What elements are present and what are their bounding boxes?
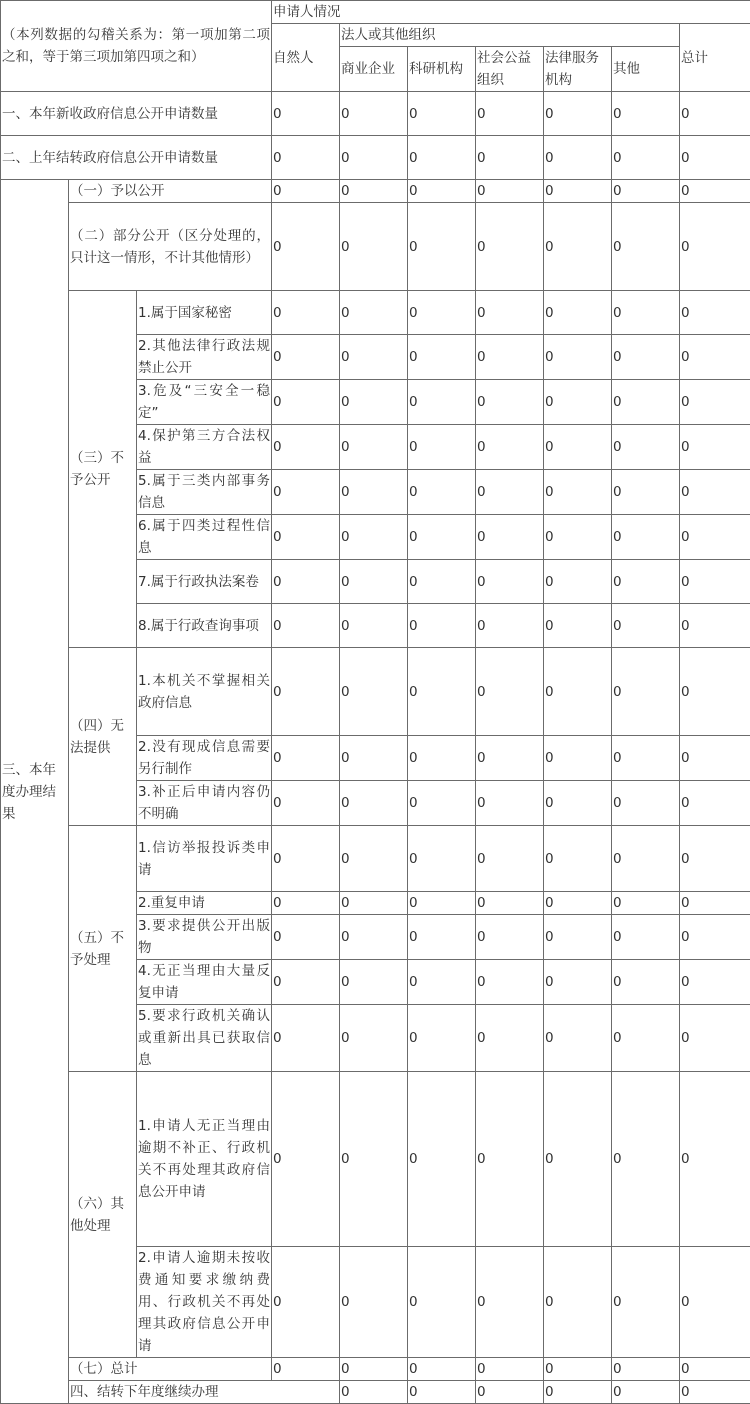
value-cell: 0 — [544, 1005, 612, 1072]
value-cell: 0 — [476, 425, 544, 470]
value-cell: 0 — [680, 291, 750, 335]
value-cell: 0 — [476, 1005, 544, 1072]
value-cell: 0 — [272, 92, 340, 136]
row-label: 二、上年结转政府信息公开申请数量 — [1, 136, 272, 180]
header-legal-group: 法人或其他组织 — [340, 24, 680, 47]
value-cell: 0 — [612, 826, 680, 892]
value-cell: 0 — [340, 915, 408, 960]
table-row — [1, 92, 750, 136]
header-other: 其他 — [612, 47, 680, 92]
value-cell: 0 — [272, 892, 340, 915]
row-label: 1.属于国家秘密 — [137, 291, 272, 335]
value-cell: 0 — [408, 1072, 476, 1247]
value-cell: 0 — [544, 892, 612, 915]
header-total: 总计 — [680, 24, 750, 92]
value-cell: 0 — [544, 560, 612, 604]
value-cell: 0 — [476, 92, 544, 136]
value-cell: 0 — [272, 1005, 340, 1072]
value-cell: 0 — [680, 335, 750, 380]
value-cell: 0 — [680, 470, 750, 515]
value-cell: 0 — [612, 560, 680, 604]
value-cell: 0 — [612, 604, 680, 648]
row-label: 3.要求提供公开出版物 — [137, 915, 272, 960]
value-cell: 0 — [476, 203, 544, 291]
header-natural-person: 自然人 — [272, 24, 340, 92]
value-cell: 0 — [476, 470, 544, 515]
value-cell: 0 — [680, 892, 750, 915]
value-cell: 0 — [272, 136, 340, 180]
value-cell: 0 — [612, 960, 680, 1005]
value-cell: 0 — [408, 470, 476, 515]
value-cell: 0 — [680, 136, 750, 180]
value-cell: 0 — [272, 180, 340, 203]
value-cell: 0 — [612, 515, 680, 560]
table-row — [1, 1072, 750, 1247]
value-cell: 0 — [408, 1358, 476, 1381]
row-label: 一、本年新收政府信息公开申请数量 — [1, 92, 272, 136]
table-row — [1, 1381, 750, 1404]
value-cell: 0 — [408, 560, 476, 604]
value-cell: 0 — [544, 92, 612, 136]
value-cell: 0 — [476, 1072, 544, 1247]
value-cell: 0 — [680, 736, 750, 781]
table-row — [1, 180, 750, 203]
value-cell: 0 — [612, 1247, 680, 1358]
value-cell: 0 — [340, 1005, 408, 1072]
row-label: 1.本机关不掌握相关政府信息 — [137, 648, 272, 736]
value-cell: 0 — [272, 425, 340, 470]
value-cell: 0 — [340, 736, 408, 781]
value-cell: 0 — [340, 425, 408, 470]
value-cell: 0 — [340, 180, 408, 203]
value-cell: 0 — [340, 1381, 408, 1404]
row-label: 7.属于行政执法案卷 — [137, 560, 272, 604]
value-cell: 0 — [272, 1358, 340, 1381]
value-cell: 0 — [476, 180, 544, 203]
value-cell: 0 — [476, 604, 544, 648]
value-cell: 0 — [272, 560, 340, 604]
group-4-label: （四）无法提供 — [69, 648, 137, 826]
value-cell: 0 — [272, 470, 340, 515]
group-3-label: （三）不予公开 — [69, 291, 137, 648]
value-cell: 0 — [612, 1381, 680, 1404]
value-cell: 0 — [476, 648, 544, 736]
value-cell: 0 — [680, 1247, 750, 1358]
value-cell: 0 — [272, 826, 340, 892]
value-cell: 0 — [544, 648, 612, 736]
row-label: 2.没有现成信息需要另行制作 — [137, 736, 272, 781]
value-cell: 0 — [544, 425, 612, 470]
value-cell: 0 — [544, 470, 612, 515]
table-row — [1, 648, 750, 736]
row-label: 3.补正后申请内容仍不明确 — [137, 781, 272, 826]
value-cell: 0 — [272, 1072, 340, 1247]
table-row — [1, 136, 750, 180]
value-cell: 0 — [272, 380, 340, 425]
value-cell: 0 — [340, 203, 408, 291]
value-cell: 0 — [680, 915, 750, 960]
value-cell: 0 — [272, 335, 340, 380]
value-cell: 0 — [476, 515, 544, 560]
value-cell: 0 — [612, 335, 680, 380]
value-cell: 0 — [544, 826, 612, 892]
value-cell: 0 — [612, 291, 680, 335]
value-cell: 0 — [340, 335, 408, 380]
value-cell: 0 — [476, 291, 544, 335]
table-row — [1, 826, 750, 892]
value-cell: 0 — [408, 960, 476, 1005]
value-cell: 0 — [476, 380, 544, 425]
value-cell: 0 — [476, 335, 544, 380]
value-cell: 0 — [408, 915, 476, 960]
row-label: 1.信访举报投诉类申请 — [137, 826, 272, 892]
value-cell: 0 — [680, 92, 750, 136]
value-cell: 0 — [544, 1358, 612, 1381]
value-cell: 0 — [544, 203, 612, 291]
value-cell: 0 — [544, 736, 612, 781]
value-cell: 0 — [408, 136, 476, 180]
table-row — [1, 203, 750, 291]
value-cell: 0 — [408, 1005, 476, 1072]
value-cell: 0 — [544, 915, 612, 960]
value-cell: 0 — [612, 380, 680, 425]
value-cell: 0 — [680, 380, 750, 425]
value-cell: 0 — [680, 515, 750, 560]
value-cell: 0 — [272, 1247, 340, 1358]
value-cell: 0 — [680, 1381, 750, 1404]
header-applicant: 申请人情况 — [272, 1, 750, 24]
value-cell: 0 — [476, 136, 544, 180]
value-cell: 0 — [340, 1358, 408, 1381]
value-cell: 0 — [612, 1005, 680, 1072]
value-cell: 0 — [476, 560, 544, 604]
value-cell: 0 — [612, 648, 680, 736]
value-cell: 0 — [408, 180, 476, 203]
value-cell: 0 — [272, 960, 340, 1005]
value-cell: 0 — [612, 781, 680, 826]
value-cell: 0 — [340, 515, 408, 560]
value-cell: 0 — [272, 915, 340, 960]
value-cell: 0 — [544, 1381, 612, 1404]
group-5-label: （五）不予处理 — [69, 826, 137, 1072]
value-cell: 0 — [476, 826, 544, 892]
value-cell: 0 — [680, 648, 750, 736]
value-cell: 0 — [340, 470, 408, 515]
value-cell: 0 — [544, 180, 612, 203]
value-cell: 0 — [340, 92, 408, 136]
value-cell: 0 — [544, 781, 612, 826]
value-cell: 0 — [612, 1072, 680, 1247]
value-cell: 0 — [340, 136, 408, 180]
value-cell: 0 — [408, 648, 476, 736]
row-label: 6.属于四类过程性信息 — [137, 515, 272, 560]
value-cell: 0 — [340, 648, 408, 736]
row-label: 4.无正当理由大量反复申请 — [137, 960, 272, 1005]
value-cell: 0 — [612, 136, 680, 180]
value-cell: 0 — [680, 1358, 750, 1381]
value-cell: 0 — [612, 1358, 680, 1381]
value-cell: 0 — [680, 1005, 750, 1072]
value-cell: 0 — [340, 960, 408, 1005]
row-label: 8.属于行政查询事项 — [137, 604, 272, 648]
row-label: 5.要求行政机关确认或重新出具已获取信息 — [137, 1005, 272, 1072]
value-cell: 0 — [680, 560, 750, 604]
value-cell: 0 — [680, 1072, 750, 1247]
value-cell: 0 — [680, 604, 750, 648]
value-cell: 0 — [340, 892, 408, 915]
value-cell: 0 — [544, 515, 612, 560]
value-cell: 0 — [612, 736, 680, 781]
header-social-org: 社会公益组织 — [476, 47, 544, 92]
row-label: 4.保护第三方合法权益 — [137, 425, 272, 470]
value-cell: 0 — [272, 736, 340, 781]
value-cell: 0 — [408, 1247, 476, 1358]
header-business: 商业企业 — [340, 47, 408, 92]
value-cell: 0 — [680, 180, 750, 203]
value-cell: 0 — [272, 781, 340, 826]
value-cell: 0 — [476, 736, 544, 781]
value-cell: 0 — [272, 515, 340, 560]
value-cell: 0 — [680, 425, 750, 470]
value-cell: 0 — [408, 1381, 476, 1404]
value-cell: 0 — [340, 1072, 408, 1247]
value-cell: 0 — [272, 291, 340, 335]
value-cell: 0 — [612, 425, 680, 470]
value-cell: 0 — [408, 92, 476, 136]
value-cell: 0 — [476, 915, 544, 960]
value-cell: 0 — [476, 892, 544, 915]
value-cell: 0 — [476, 1358, 544, 1381]
value-cell: 0 — [272, 604, 340, 648]
value-cell: 0 — [544, 604, 612, 648]
value-cell: 0 — [476, 1381, 544, 1404]
value-cell: 0 — [544, 960, 612, 1005]
value-cell: 0 — [408, 604, 476, 648]
row-label: （一）予以公开 — [69, 180, 272, 203]
row-label: 四、结转下年度继续办理 — [69, 1381, 340, 1404]
value-cell: 0 — [680, 203, 750, 291]
value-cell: 0 — [408, 291, 476, 335]
row-label: 2.其他法律行政法规禁止公开 — [137, 335, 272, 380]
header-note: （本列数据的勾稽关系为：第一项加第二项之和，等于第三项加第四项之和） — [1, 1, 272, 92]
value-cell: 0 — [680, 960, 750, 1005]
value-cell: 0 — [272, 648, 340, 736]
value-cell: 0 — [340, 291, 408, 335]
value-cell: 0 — [340, 1247, 408, 1358]
value-cell: 0 — [544, 136, 612, 180]
value-cell: 0 — [612, 180, 680, 203]
value-cell: 0 — [408, 781, 476, 826]
group-6-label: （六）其他处理 — [69, 1072, 137, 1358]
value-cell: 0 — [408, 380, 476, 425]
table-row — [1, 291, 750, 335]
row-label: 2.重复申请 — [137, 892, 272, 915]
value-cell: 0 — [612, 892, 680, 915]
value-cell: 0 — [272, 203, 340, 291]
table-row — [1, 1358, 750, 1381]
value-cell: 0 — [340, 604, 408, 648]
value-cell: 0 — [612, 915, 680, 960]
value-cell: 0 — [408, 892, 476, 915]
value-cell: 0 — [408, 515, 476, 560]
value-cell: 0 — [476, 960, 544, 1005]
value-cell: 0 — [408, 826, 476, 892]
value-cell: 0 — [544, 1072, 612, 1247]
value-cell: 0 — [612, 470, 680, 515]
value-cell: 0 — [544, 380, 612, 425]
value-cell: 0 — [476, 1247, 544, 1358]
value-cell: 0 — [340, 826, 408, 892]
value-cell: 0 — [408, 425, 476, 470]
value-cell: 0 — [408, 203, 476, 291]
row-label: 3.危及“三安全一稳定” — [137, 380, 272, 425]
row-label: 1.申请人无正当理由逾期不补正、行政机关不再处理其政府信息公开申请 — [137, 1072, 272, 1247]
value-cell: 0 — [680, 781, 750, 826]
section-3-label: 三、本年度办理结果 — [1, 180, 69, 1404]
row-label: （二）部分公开（区分处理的，只计这一情形，不计其他情形） — [69, 203, 272, 291]
value-cell: 0 — [408, 736, 476, 781]
value-cell: 0 — [340, 781, 408, 826]
value-cell: 0 — [340, 380, 408, 425]
header-research: 科研机构 — [408, 47, 476, 92]
row-label: 5.属于三类内部事务信息 — [137, 470, 272, 515]
value-cell: 0 — [340, 560, 408, 604]
value-cell: 0 — [476, 781, 544, 826]
value-cell: 0 — [680, 826, 750, 892]
value-cell: 0 — [612, 203, 680, 291]
value-cell: 0 — [544, 291, 612, 335]
value-cell: 0 — [544, 1247, 612, 1358]
row-label: 2.申请人逾期未按收费通知要求缴纳费用、行政机关不再处理其政府信息公开申请 — [137, 1247, 272, 1358]
value-cell: 0 — [612, 92, 680, 136]
header-legal-service: 法律服务机构 — [544, 47, 612, 92]
value-cell: 0 — [408, 335, 476, 380]
value-cell: 0 — [544, 335, 612, 380]
row-label: （七）总计 — [69, 1358, 272, 1381]
